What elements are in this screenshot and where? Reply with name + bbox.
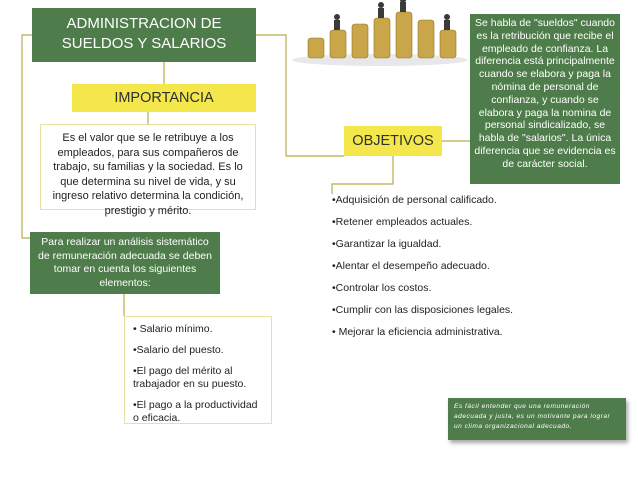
sueldos-text: Se habla de "sueldos" cuando es la retribución que recibe el empleado de confianza. La diferencia está principalmente cuando se elabora y paga la nómina de personal de confianza, y cuando se elabora y paga la nomina de personal sindicalizado, se habla de "salarios". La única diferencia que se evidencia es de carácter social. (474, 17, 616, 170)
objectives-list (332, 194, 542, 354)
title-box (32, 8, 256, 62)
importancia-description (40, 124, 256, 217)
list-item: •Cumplir con las disposiciones legales. (332, 304, 514, 316)
coins-image (290, 0, 468, 66)
importancia-description-text: Es el valor que se le retribuye a los empleados, para sus compañeros de trabajo, su familias y la sociedad. Es lo que determina su nivel de vida, y su ingreso relativo determina la condición, prestigio y mérito. (52, 132, 244, 217)
analysis-box (30, 232, 220, 294)
list-item: • Mejorar la eficiencia administrativa. (332, 326, 503, 338)
importancia-heading (72, 84, 256, 112)
list-item: • Salario mínimo. (133, 323, 213, 335)
sueldos-box (470, 14, 620, 184)
objetivos-heading-text: OBJETIVOS (352, 133, 434, 149)
title-text: ADMINISTRACION DE SUELDOS Y SALARIOS (61, 15, 227, 52)
elements-list (124, 316, 272, 424)
objetivos-heading (344, 126, 442, 156)
list-item: •Adquisición de personal calificado. (332, 194, 497, 206)
quote-box (448, 398, 626, 440)
analysis-text: Para realizar un análisis sistemático de remuneración adecuada se deben tomar en cuenta los siguientes elementos: (38, 236, 212, 289)
list-item: •El pago del mérito al trabajador en su puesto. (133, 365, 247, 390)
list-item: •Garantizar la igualdad. (332, 238, 442, 250)
list-item: •Retener empleados actuales. (332, 216, 473, 228)
quote-text: Es fácil entender que una remuneración adecuada y justa, es un motivante para lograr un clima organizacional adecuado. (454, 403, 611, 430)
connector-title-analysis (22, 35, 32, 238)
list-item: •Controlar los costos. (332, 282, 432, 294)
connector-objetivos-list (332, 156, 393, 194)
list-item: •Alentar el desempeño adecuado. (332, 260, 490, 272)
list-item: •Salario del puesto. (133, 344, 224, 356)
importancia-heading-text: IMPORTANCIA (114, 90, 214, 106)
list-item: •El pago a la productividad o eficacia. (133, 399, 258, 424)
